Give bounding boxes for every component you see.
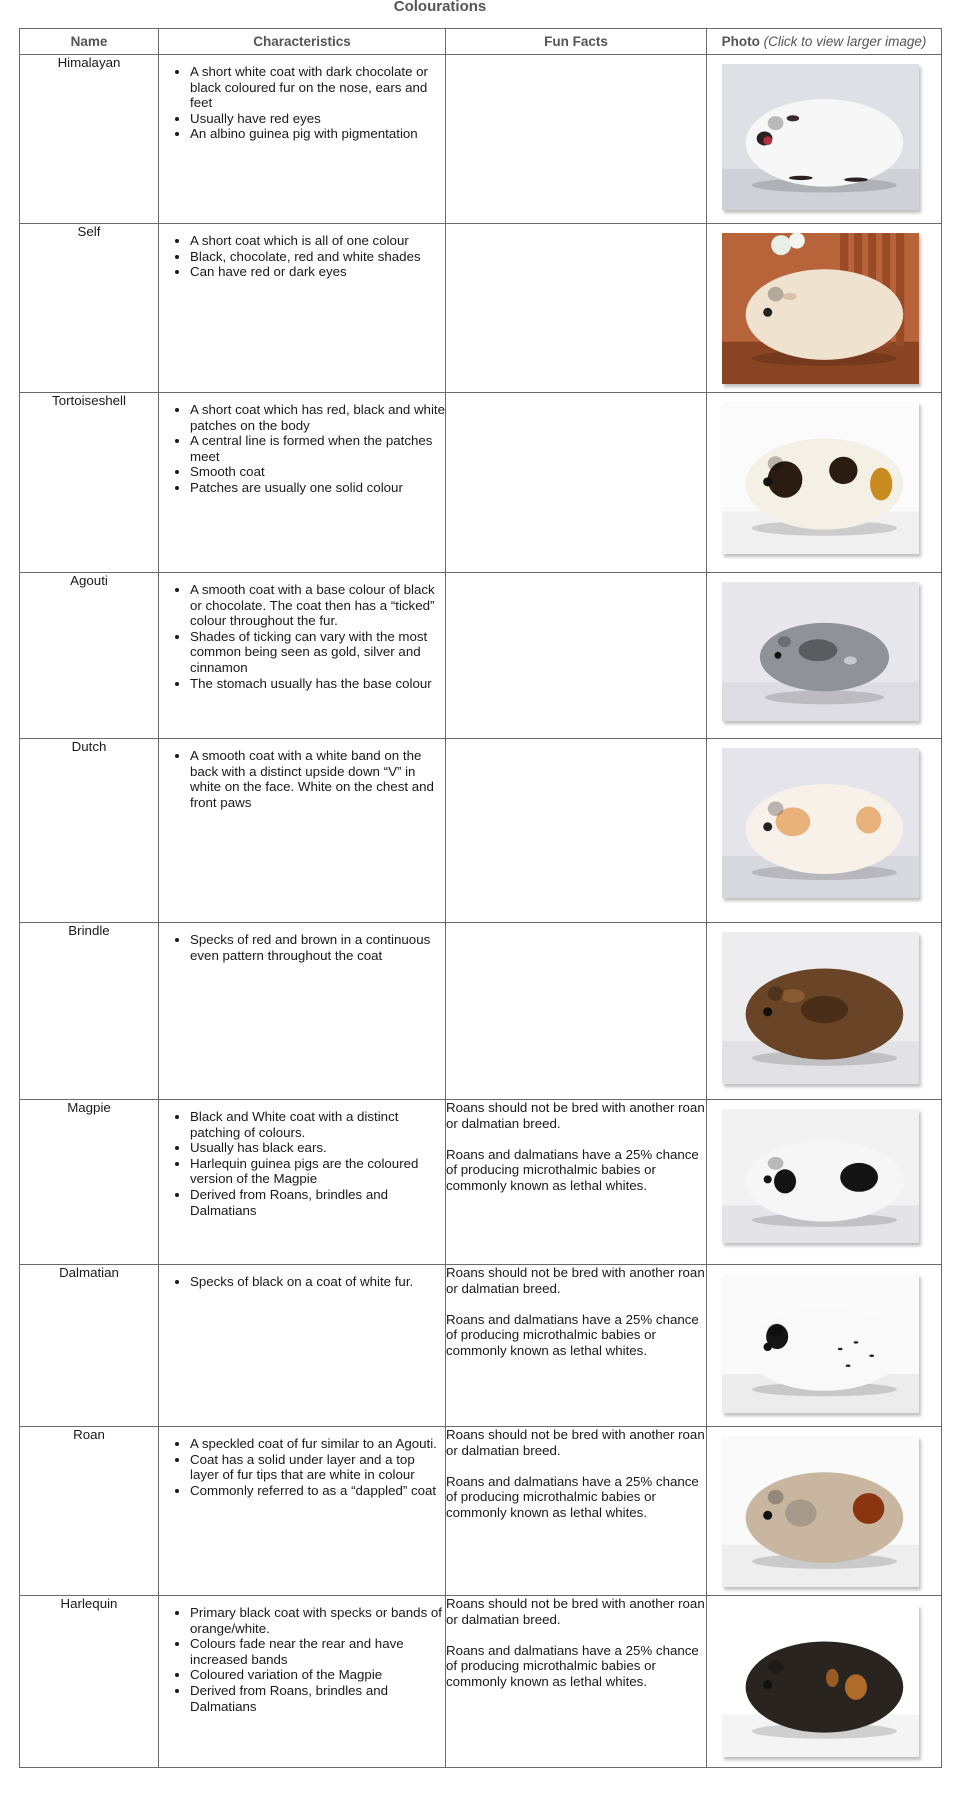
fun-fact-text: Roans and dalmatians have a 25% chance of producing microthalmic babies or commonly known as lethal whites. [446, 1146, 699, 1193]
fun-fact-text: Roans and dalmatians have a 25% chance of producing microthalmic babies or commonly known as lethal whites. [446, 1311, 699, 1358]
ear [768, 287, 784, 301]
guinea-pig-photo-white-with-black-spots[interactable] [722, 1274, 919, 1413]
photo-cell [707, 55, 942, 224]
header-characteristics: Characteristics [159, 29, 446, 55]
table-row [20, 1265, 942, 1427]
characteristics-cell [159, 1265, 446, 1427]
ear [768, 456, 784, 471]
list-item: • A short coat which is all of one colour [190, 233, 445, 249]
coat-patch [801, 996, 848, 1023]
photo-cell [707, 1427, 942, 1596]
guinea-pig-photo-brown-speckled[interactable] [722, 932, 919, 1084]
breed-name: Agouti [20, 573, 159, 739]
table-header-row [20, 29, 942, 55]
eye [763, 136, 772, 145]
ear [778, 636, 791, 647]
breed-name: Self [20, 224, 159, 393]
characteristics-list [159, 582, 445, 691]
coat-patch [854, 1341, 859, 1344]
breed-name: Tortoiseshell [20, 393, 159, 573]
list-item: • Specks of red and brown in a continuous even pattern throughout the coat [190, 932, 445, 963]
header-name: Name [20, 29, 159, 55]
coat-patch [846, 1364, 851, 1367]
coat-patch [781, 989, 805, 1003]
ear [768, 986, 784, 1001]
eye [764, 1343, 772, 1351]
ear [768, 1157, 784, 1170]
breed-name: Roan [20, 1427, 159, 1596]
header-photo [707, 29, 942, 55]
eye [774, 652, 781, 659]
eye [763, 477, 772, 486]
header-photo-label: Photo [721, 33, 760, 49]
list-item: • Specks of black on a coat of white fur. [190, 1274, 445, 1290]
list-item: • A short coat which has red, black and white patches on the body [190, 402, 445, 433]
fun-fact-text: Roans should not be bred with another roan or dalmatian breed. [446, 1596, 705, 1627]
characteristics-list [159, 64, 445, 142]
characteristics-cell [159, 1596, 446, 1768]
list-item: • Coloured variation of the Magpie [190, 1667, 445, 1683]
ear [768, 1490, 784, 1504]
guinea-pig-photo-black-and-white[interactable] [722, 1109, 919, 1243]
table-row [20, 1596, 942, 1768]
coat-patch [838, 1348, 843, 1351]
breed-name: Magpie [20, 1100, 159, 1265]
list-item: • An albino guinea pig with pigmentation [190, 126, 445, 142]
list-item: • Shades of ticking can vary with the most common being seen as gold, silver and cinnamon [190, 629, 445, 676]
list-item: • Smooth coat [190, 464, 445, 480]
list-item: • A central line is formed when the patches meet [190, 433, 445, 464]
eye [763, 308, 772, 317]
coat-patch [853, 1493, 885, 1524]
photo-cell [707, 1265, 942, 1427]
list-item: • Commonly referred to as a “dappled” coat [190, 1483, 445, 1499]
characteristics-list [159, 1274, 445, 1290]
characteristics-list [159, 1109, 445, 1218]
characteristics-cell [159, 224, 446, 393]
fun-facts-cell [446, 1596, 707, 1768]
coat-patch [840, 1163, 878, 1192]
characteristics-cell [159, 1100, 446, 1265]
photo-cell [707, 1100, 942, 1265]
breed-name: Dalmatian [20, 1265, 159, 1427]
guinea-pig-illustration [722, 748, 919, 898]
photo-cell [707, 923, 942, 1100]
flower [789, 233, 805, 249]
list-item: • A smooth coat with a base colour of black or chocolate. The coat then has a “ticked” colour throughout the fur. [190, 582, 445, 629]
page-title: Colourations [393, 0, 487, 15]
photo-cell [707, 393, 942, 573]
list-item: • Harlequin guinea pigs are the coloured version of the Magpie [190, 1156, 445, 1187]
eye [764, 1175, 772, 1183]
coat-patch [799, 639, 838, 661]
shadow [765, 690, 884, 704]
coat-patch [826, 1669, 839, 1687]
list-item: • A smooth coat with a white band on the back with a distinct upside down “V” in white on the face. White on the chest and front paws [190, 748, 445, 810]
table-row [20, 55, 942, 224]
table-row [20, 393, 942, 573]
list-item: • Derived from Roans, brindles and Dalmatians [190, 1187, 445, 1218]
list-item: • Coat has a solid under layer and a top layer of fur tips that are white in colour [190, 1452, 445, 1483]
ear [768, 1659, 784, 1674]
guinea-pig-illustration [722, 1605, 919, 1757]
coat-patch [844, 177, 868, 181]
table-row [20, 573, 942, 739]
fun-facts-cell [446, 1100, 707, 1265]
table-row [20, 739, 942, 923]
coat-patch [774, 1169, 796, 1193]
guinea-pig-illustration [722, 1109, 919, 1243]
coat-patch [787, 115, 800, 121]
guinea-pig-photo-white-with-dark-points[interactable] [722, 64, 919, 210]
characteristics-list [159, 233, 445, 280]
fun-facts-cell [446, 923, 707, 1100]
guinea-pig-illustration [722, 932, 919, 1084]
colourations-table [19, 28, 942, 1768]
list-item: • Patches are usually one solid colour [190, 480, 445, 496]
breed-name: Dutch [20, 739, 159, 923]
coat-patch [829, 457, 857, 484]
coat-patch [789, 176, 813, 180]
characteristics-cell [159, 55, 446, 224]
photo-cell [707, 739, 942, 923]
guinea-pig-illustration [722, 582, 919, 721]
fun-facts-cell [446, 224, 707, 393]
fun-fact-text: Roans should not be bred with another roan or dalmatian breed. [446, 1100, 705, 1131]
fun-fact-text: Roans should not be bred with another roan or dalmatian breed. [446, 1265, 705, 1296]
table-row [20, 1100, 942, 1265]
characteristics-list [159, 402, 445, 496]
list-item: • Colours fade near the rear and have increased bands [190, 1636, 445, 1667]
fun-fact-text: Roans and dalmatians have a 25% chance of producing microthalmic babies or commonly known as lethal whites. [446, 1473, 699, 1520]
fun-fact-text: Roans and dalmatians have a 25% chance of producing microthalmic babies or commonly known as lethal whites. [446, 1642, 699, 1689]
ear [768, 802, 784, 816]
list-item: • Black, chocolate, red and white shades [190, 249, 445, 265]
characteristics-cell [159, 1427, 446, 1596]
fun-facts-cell [446, 393, 707, 573]
guinea-pig-photo-roan-red-head[interactable] [722, 1436, 919, 1587]
guinea-pig-photo-black-white-ginger[interactable] [722, 402, 919, 554]
eye [763, 1511, 772, 1520]
breed-name: Brindle [20, 923, 159, 1100]
coat-patch [783, 293, 797, 300]
breed-name: Harlequin [20, 1596, 159, 1768]
guinea-pig-illustration [722, 1436, 919, 1587]
list-item: • A speckled coat of fur similar to an Agouti. [190, 1436, 445, 1452]
fun-facts-cell [446, 573, 707, 739]
eye [763, 822, 772, 831]
characteristics-cell [159, 739, 446, 923]
fun-facts-cell [446, 55, 707, 224]
table-row [20, 923, 942, 1100]
guinea-pig-photo-grey-ticked[interactable] [722, 582, 919, 721]
coat-patch [785, 1499, 817, 1526]
guinea-pig-photo-cream-on-wooden-bench[interactable] [722, 233, 919, 384]
guinea-pig-photo-orange-white-band[interactable] [722, 748, 919, 898]
list-item: • A short white coat with dark chocolate or black coloured fur on the nose, ears and feet [190, 64, 445, 111]
guinea-pig-illustration [722, 233, 919, 384]
photo-cell [707, 224, 942, 393]
eye [763, 1680, 772, 1689]
header-photo-note: (Click to view larger image) [763, 33, 927, 49]
list-item: • Can have red or dark eyes [190, 264, 445, 280]
guinea-pig-photo-black-with-orange-bands[interactable] [722, 1605, 919, 1757]
list-item: • Usually has black ears. [190, 1140, 445, 1156]
header-fun-facts: Fun Facts [446, 29, 707, 55]
fun-facts-cell [446, 1265, 707, 1427]
flower [771, 235, 791, 255]
list-item: • Derived from Roans, brindles and Dalmatians [190, 1683, 445, 1714]
guinea-pig-illustration [722, 1274, 919, 1413]
guinea-pig-illustration [722, 402, 919, 554]
characteristics-list [159, 748, 445, 810]
fun-fact-text: Roans should not be bred with another roan or dalmatian breed. [446, 1427, 705, 1458]
breed-name: Himalayan [20, 55, 159, 224]
fun-facts-cell [446, 739, 707, 923]
characteristics-cell [159, 573, 446, 739]
table-row [20, 1427, 942, 1596]
photo-cell [707, 573, 942, 739]
eye [763, 1007, 772, 1016]
table-row [20, 224, 942, 393]
characteristics-list [159, 1605, 445, 1714]
characteristics-cell [159, 393, 446, 573]
coat-patch [844, 656, 857, 664]
ear [768, 1324, 784, 1337]
list-item: • The stomach usually has the base colour [190, 676, 445, 692]
coat-patch [870, 468, 892, 501]
ear [768, 116, 784, 130]
coat-patch [869, 1354, 874, 1357]
list-item: • Black and White coat with a distinct patching of colours. [190, 1109, 445, 1140]
characteristics-cell [159, 923, 446, 1100]
characteristics-list [159, 932, 445, 963]
list-item: • Primary black coat with specks or bands of orange/white. [190, 1605, 445, 1636]
characteristics-list [159, 1436, 445, 1498]
fun-facts-cell [446, 1427, 707, 1596]
guinea-pig-illustration [722, 64, 919, 210]
list-item: • Usually have red eyes [190, 111, 445, 127]
photo-cell [707, 1596, 942, 1768]
coat-patch [845, 1674, 867, 1700]
coat-patch [856, 807, 881, 834]
